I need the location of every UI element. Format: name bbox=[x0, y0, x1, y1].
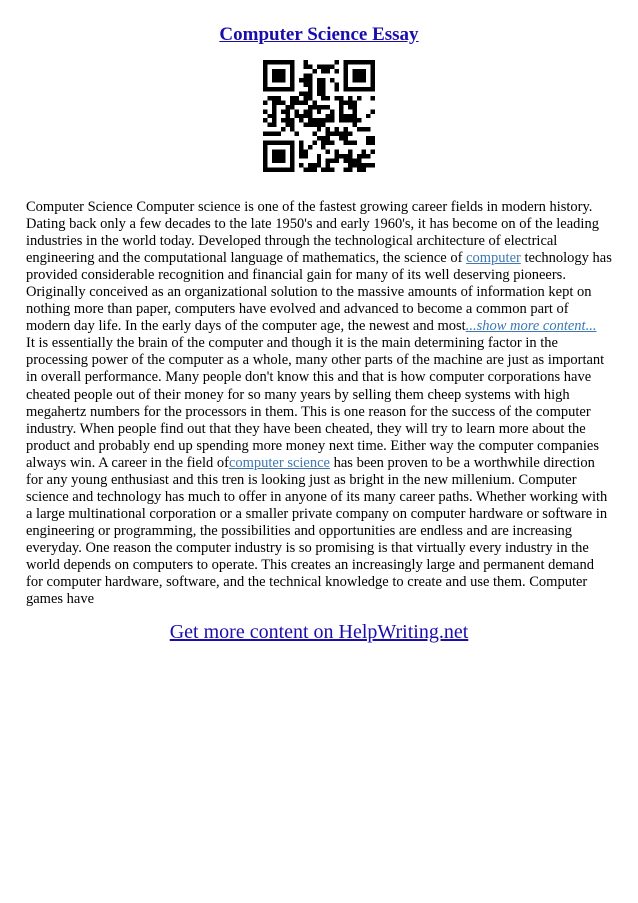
essay-text-part4: has been proven to be a worthwhile direction for any young enthusiast and this tren is looking just as bright in the new millenium. Computer science and technology has much to offer in anyone of its many career paths. Whether working with a large multinational corporation or a smaller private company on computer hardware or software in engineering or programming, the possibilities and opportunities are endless and are increasing everyday. One reason the computer industry is so promising is that virtually every industry in the world depends on computers to operate. This creates an increasingly large and permanent demand for computer hardware, software, and the technical knowledge to create and use them. Computer games have bbox=[26, 454, 608, 608]
essay-body bbox=[26, 199, 614, 608]
essay-text-part3: It is essentially the brain of the computer and though it is the main determining factor in the processing power of the computer as a whole, many other parts of the machine are just as important in overall performance. Many people don't know this and that is how computer corporations have cheated people out of their money for so many years by selling them cheep systems with high megahertz numbers for the processors in them. This is one reason for the success of the computer industry. When people find out that they have been cheated, they will try to learn more about the product and probably end up spending more money next time. Either way the computer companies always win. A career in the field of bbox=[26, 335, 605, 471]
essay-text-part2: technology has provided considerable recognition and financial gain for many of its well deserving pioneers. Originally conceived as an organizational solution to the massive amounts of information kept on nothing more than paper, computers have evolved and advanced to become a common part of modern day life. In the early days of the computer age, the newest and most bbox=[26, 250, 612, 335]
get-more-content-link[interactable]: Get more content on HelpWriting.net bbox=[169, 621, 469, 643]
qr-code-icon bbox=[263, 60, 375, 172]
footer-cta[interactable] bbox=[0, 619, 638, 645]
essay-text-part1: Computer Science Computer science is one of the fastest growing career fields in modern history. Dating back only a few decades to the late 1950's and early 1960's, it has become on of the leading industries in the world today. Developed through the technological architecture of electrical engineering and the computational language of mathematics, the science of bbox=[26, 199, 599, 267]
page-title[interactable] bbox=[0, 22, 638, 48]
show-more-link[interactable]: ...show more content... bbox=[465, 318, 597, 335]
qr-code-graphic bbox=[263, 60, 375, 172]
computer-link[interactable]: computer bbox=[466, 250, 521, 267]
title-link[interactable]: Computer Science Essay bbox=[219, 24, 419, 45]
computer-science-link[interactable]: computer science bbox=[228, 454, 330, 471]
